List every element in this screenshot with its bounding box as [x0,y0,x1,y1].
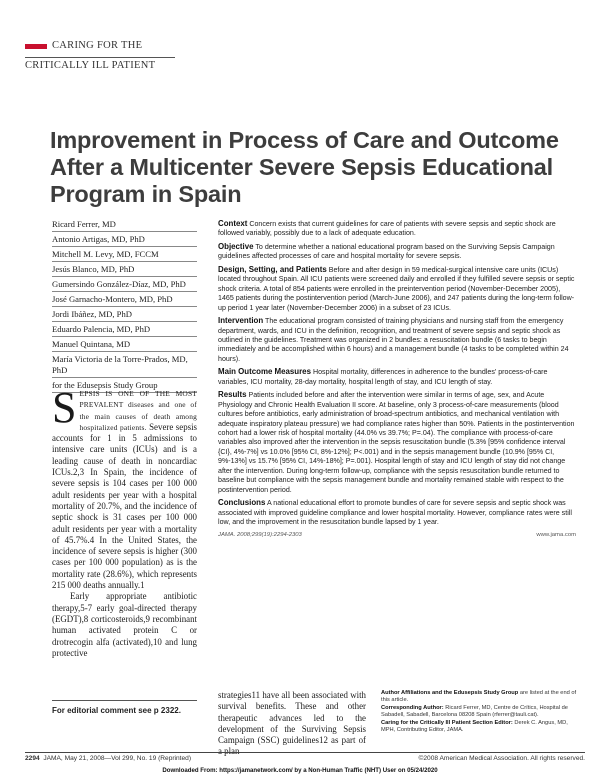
abstract-heading: Results [218,390,247,400]
author: Ricard Ferrer, MD [52,217,197,232]
abstract-intervention [218,316,576,364]
editorial-note: For editorial comment see p 2322. [52,700,197,715]
drop-cap: S [52,383,77,432]
affiliation-heading: Author Affiliations and the Edusepsis Study Group [381,690,519,696]
author-list [52,217,197,393]
corresponding-author [381,705,581,720]
abstract-text: The educational program consisted of training physicians and nursing staff from the emergency department, wards, and ICU in the definition, recognition, and treatment of severe sepsis and septic shock as outlined in the guidelines. Treatment was organized in 2 bundles: a resuscitation bundle (6 tasks to begin immediately and be accomplished within 6 hours) and a management bundle (4 tasks to be completed within 24 hours). [218,317,569,363]
author: Antonio Artigas, MD, PhD [52,232,197,247]
affiliation-heading: Corresponding Author: [381,704,444,711]
abstract-heading: Main Outcome Measures [218,367,311,377]
citation-line [218,531,576,540]
download-notice: Downloaded From: https://jamanetwork.com/ by a Non-Human Traffic (NHT) User on 05/24/2020 [162,767,438,774]
section-editor [381,720,581,735]
abstract-text: Patients included before and after the intervention were similar in terms of age, sex, and Acute Physiology and Chronic Health Evaluation II score. At baseline, only 3 process-of-care measurements (blood cultures before antibiotics, early administration of broad-spectrum antibiotics, and mechanical ventilation with adequate inspiratory plateau pressure) we had compliance rates higher than 50%. Patients in the postintervention cohort had a lower risk of hospital mortality (44.0% vs 39.7%; P=.04). The compliance with process-of-care variables also improved after the intervention in the sepsis resuscitation bundle (5.3% [95% confidence interval {CI}, 4%-7%] vs 10.0% [95% CI, 8%-12%]; P<.001) and in the sepsis management bundle (10.9% [95% CI, 9%-13%] vs 15.7% [95% CI, 14%-18%]; P=.001). Hospital length of stay and ICU length of stay did not change after the intervention. During long-term follow-up, compliance with the sepsis resuscitation bundle returned to baseline but compliance with the sepsis management bundle and mortality remained stable with respect to the postintervention period. [218,391,575,494]
abstract [218,219,576,540]
study-group: for the Edusepsis Study Group [52,378,197,393]
abstract-design [218,265,576,313]
website-link[interactable]: www.jama.com [536,531,576,538]
abstract-conclusions [218,498,576,527]
page-footer [25,755,585,762]
lead-in: EPSIS IS ONE OF THE MOST PREVALENT diseases and one of the main causes of death among hospitalized patients. [79,389,197,432]
copyright: ©2008 American Medical Association. All rights reserved. [418,755,585,762]
citation: JAMA. 2008;299(19):2294-2303 [218,531,302,538]
affiliation-text: Derek C. Angus, MD, MPH, Contributing Editor, JAMA. [381,719,568,734]
abstract-context [218,219,576,239]
abstract-heading: Conclusions [218,498,266,508]
abstract-measures [218,367,576,387]
abstract-heading: Intervention [218,316,264,326]
section-label-line2: CRITICALLY ILL PATIENT [25,60,156,71]
abstract-results [218,390,576,494]
footer-left [25,755,191,762]
abstract-objective [218,242,576,262]
abstract-text: To determine whether a national educational program based on the Surviving Sepsis Campaign guidelines affected processes of care and hospital mortality for severe sepsis. [218,243,555,261]
section-accent-bar [25,44,47,49]
author: Eduardo Palencia, MD, PhD [52,322,197,337]
author: María Victoria de la Torre-Prados, MD, PhD [52,352,197,378]
abstract-text: Concern exists that current guidelines for care of patients with severe sepsis and septic shock are followed variably, possibly due to a lack of adequate education. [218,220,556,238]
affiliation-heading: Caring for the Critically Ill Patient Section Editor: [381,719,513,726]
author-affiliations [381,690,581,734]
journal-info: JAMA, May 21, 2008—Vol 299, No. 19 (Reprinted) [43,755,192,762]
affiliation-note [381,690,581,705]
author: Manuel Quintana, MD [52,337,197,352]
footer-rule [25,752,585,753]
abstract-text: A national educational effort to promote bundles of care for severe sepsis and septic shock was associated with improved guideline compliance and lower hospital mortality. However, compliance rates were still low, and the improvement in the resuscitation bundle lapsed by 1 year. [218,499,572,526]
affiliation-text: are listed at the end of this article. [381,690,577,704]
body-column-middle: strategies11 have all been associated with survival benefits. These and other therapeutic advances led to the development of the Surviving Sepsis Campaign (SSC) guidelines12 as part of a plan [218,690,366,757]
abstract-heading: Design, Setting, and Patients [218,265,327,274]
body-paragraph: Early appropriate antibiotic therapy,5-7 early goal-directed therapy (EGDT),8 corticosteroids,9 recombinant human activated protein C or drotrecogin alfa (activated),10 and lung protective [52,591,197,658]
section-rule [25,57,175,58]
author: Gumersindo González-Díaz, MD, PhD [52,277,197,292]
author: Jesús Blanco, MD, PhD [52,262,197,277]
abstract-text: Before and after design in 59 medical-surgical intensive care units (ICUs) located throughout Spain. All ICU patients were screened daily and enrolled if they fulfilled severe sepsis or septic shock criteria. A total of 854 patients were enrolled in the preintervention period (November-December 2005), 1465 patients during the postintervention period (March-June 2006), and 247 patients during the long-term follow-up period 1 year later (November-December 2006) in a subset of 23 ICUs. [218,266,575,312]
author: José Garnacho-Montero, MD, PhD [52,292,197,307]
article-title: Improvement in Process of Care and Outcome After a Multicenter Severe Sepsis Educational Program in Spain [50,127,559,207]
abstract-text: Hospital mortality, differences in adherence to the bundles' process-of-care variables, ICU mortality, 28-day mortality, hospital length of stay, and ICU length of stay. [218,368,548,386]
abstract-heading: Context [218,219,248,228]
abstract-heading: Objective [218,242,254,251]
section-label-line1: CARING FOR THE [52,40,143,51]
body-text: Severe sepsis accounts for 1 in 5 admissions to intensive care units (ICUs) and is a leading cause of death in noncardiac ICUs.2,3 In Spain, the incidence of severe sepsis is 104 cases per 100 000 adult residents per year with a hospital mortality of 20.7%, and the incidence of septic shock is 31 cases per 100 000 adult residents per year with a mortality of 45.7%.4 In the United States, the incidence of severe sepsis is higher (300 cases per 100 000 population) as is the mortality rate (28.6%), which represents 215 000 deaths annually.1 [52,421,198,591]
author: Jordi Ibáñez, MD, PhD [52,307,197,322]
page-number: 2294 [25,755,40,762]
author: Mitchell M. Levy, MD, FCCM [52,247,197,262]
affiliation-text: Ricard Ferrer, MD, Centre de Crítics, Hospital de Sabadell, Sabadell, Barcelona 08208 Spain (rferrer@tauli.cat). [381,704,568,719]
